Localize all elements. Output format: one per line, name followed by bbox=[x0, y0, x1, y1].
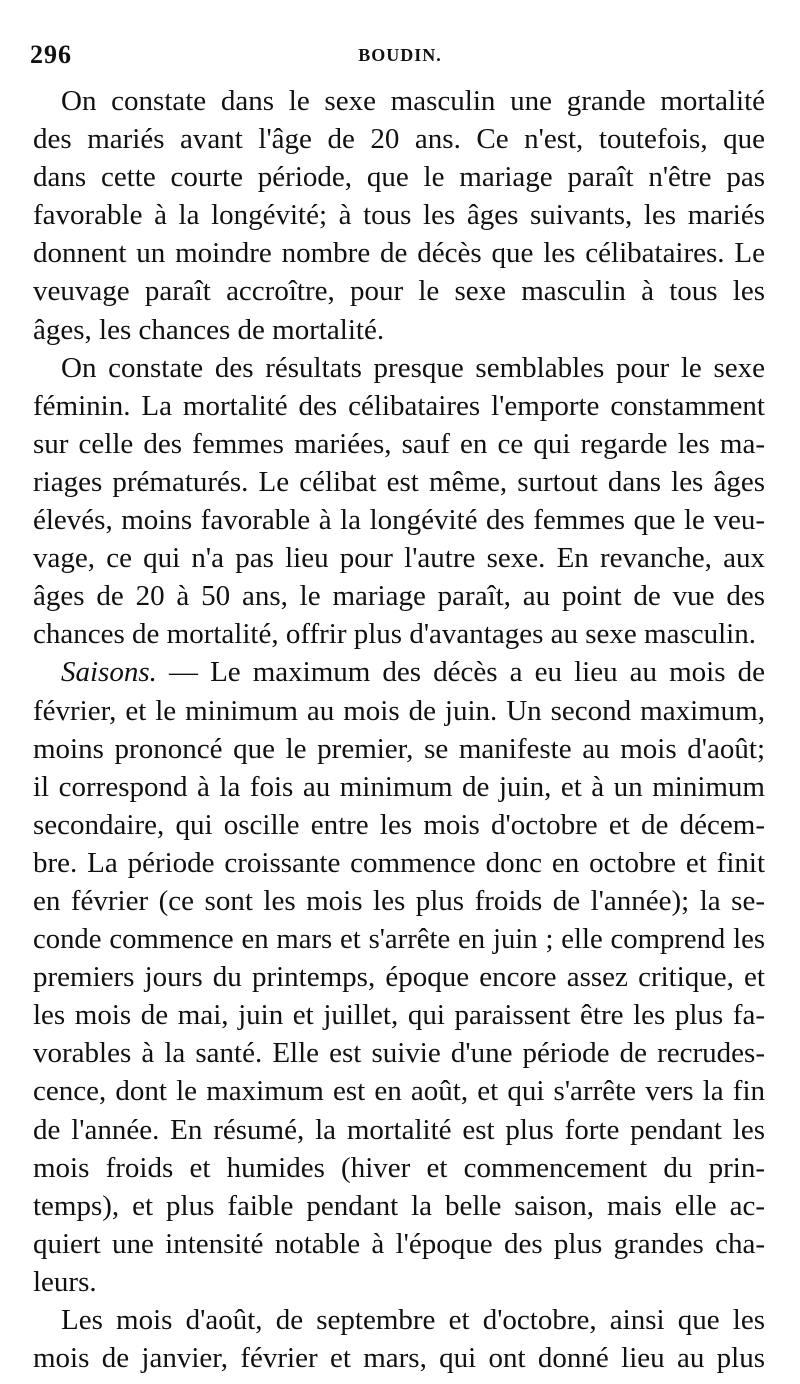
paragraph bbox=[33, 1301, 765, 1377]
text-line: mois de janvier, février et mars, qui ont donné lieu au plus bbox=[33, 1342, 765, 1375]
text-line: âges de 20 à 50 ans, le mariage paraît, au point de vue des bbox=[33, 580, 765, 613]
text-line: février, et le minimum au mois de juin. Un second maximum, bbox=[33, 694, 765, 727]
text-line: chances de mortalité, offrir plus d'avantages au sexe masculin. bbox=[33, 618, 756, 651]
text-line: Les mois d'août, de septembre et d'octobre, ainsi que les bbox=[61, 1304, 765, 1336]
text-line: il correspond à la fois au minimum de juin, et à un minimum bbox=[33, 770, 765, 803]
text-line: moins prononcé que le premier, se manifeste au mois d'août; bbox=[33, 732, 765, 765]
text-line: bre. La période croissante commence donc en octobre et finit bbox=[33, 846, 765, 879]
text-line: veuvage paraît accroître, pour le sexe masculin à tous les bbox=[33, 275, 765, 308]
text-line: On constate dans le sexe masculin une grande mortalité bbox=[61, 85, 765, 117]
text-line: sur celle des femmes mariées, sauf en ce qui regarde les ma- bbox=[33, 427, 765, 460]
text-line: les mois de mai, juin et juillet, qui paraissent être les plus fa- bbox=[33, 999, 765, 1032]
text-line: quiert une intensité notable à l'époque des plus grandes cha- bbox=[33, 1227, 765, 1260]
paragraph-saisons bbox=[33, 653, 765, 1301]
text-line: mois froids et humides (hiver et commencement du prin- bbox=[33, 1151, 765, 1184]
page-header bbox=[30, 40, 770, 74]
text-line: temps), et plus faible pendant la belle saison, mais elle ac- bbox=[33, 1189, 765, 1222]
text-line: leurs. bbox=[33, 1265, 97, 1298]
text-line: riages prématurés. Le célibat est même, surtout dans les âges bbox=[33, 465, 765, 498]
text-line: vorables à la santé. Elle est suivie d'une période de recrudes- bbox=[33, 1037, 765, 1070]
page-number: 296 bbox=[30, 40, 72, 69]
text-line: premiers jours du printemps, époque encore assez critique, et bbox=[33, 961, 765, 994]
paragraph bbox=[33, 82, 765, 349]
text-line: des mariés avant l'âge de 20 ans. Ce n'est, toutefois, que bbox=[33, 123, 765, 156]
text-line: donnent un moindre nombre de décès que les célibataires. Le bbox=[33, 237, 765, 270]
page-body bbox=[33, 82, 765, 1377]
text-line bbox=[33, 653, 765, 691]
section-lead-in: Saisons. bbox=[61, 656, 157, 689]
text-line: favorable à la longévité; à tous les âges suivants, les mariés bbox=[33, 199, 765, 232]
lead-in-rest: — Le maximum des décès a eu lieu au mois de bbox=[156, 656, 765, 689]
text-line: âges, les chances de mortalité. bbox=[33, 313, 385, 346]
text-line: dans cette courte période, que le mariage paraît n'être pas bbox=[33, 161, 765, 194]
text-line: cence, dont le maximum est en août, et qui s'arrête vers la fin bbox=[33, 1075, 765, 1108]
text-line: élevés, moins favorable à la longévité des femmes que le veu- bbox=[33, 504, 765, 537]
text-line: de l'année. En résumé, la mortalité est plus forte pendant les bbox=[33, 1113, 765, 1146]
text-line: secondaire, qui oscille entre les mois d'octobre et de décem- bbox=[33, 808, 765, 841]
text-line: vage, ce qui n'a pas lieu pour l'autre sexe. En revanche, aux bbox=[33, 542, 765, 575]
text-line: féminin. La mortalité des célibataires l'emporte constamment bbox=[33, 389, 765, 422]
running-head: BOUDIN. bbox=[358, 45, 442, 65]
text-line: On constate des résultats presque semblables pour le sexe bbox=[61, 351, 765, 384]
text-line: en février (ce sont les mois les plus froids de l'année); la se- bbox=[33, 884, 765, 917]
text-line: conde commence en mars et s'arrête en juin ; elle comprend les bbox=[33, 923, 765, 956]
paragraph bbox=[33, 349, 765, 654]
